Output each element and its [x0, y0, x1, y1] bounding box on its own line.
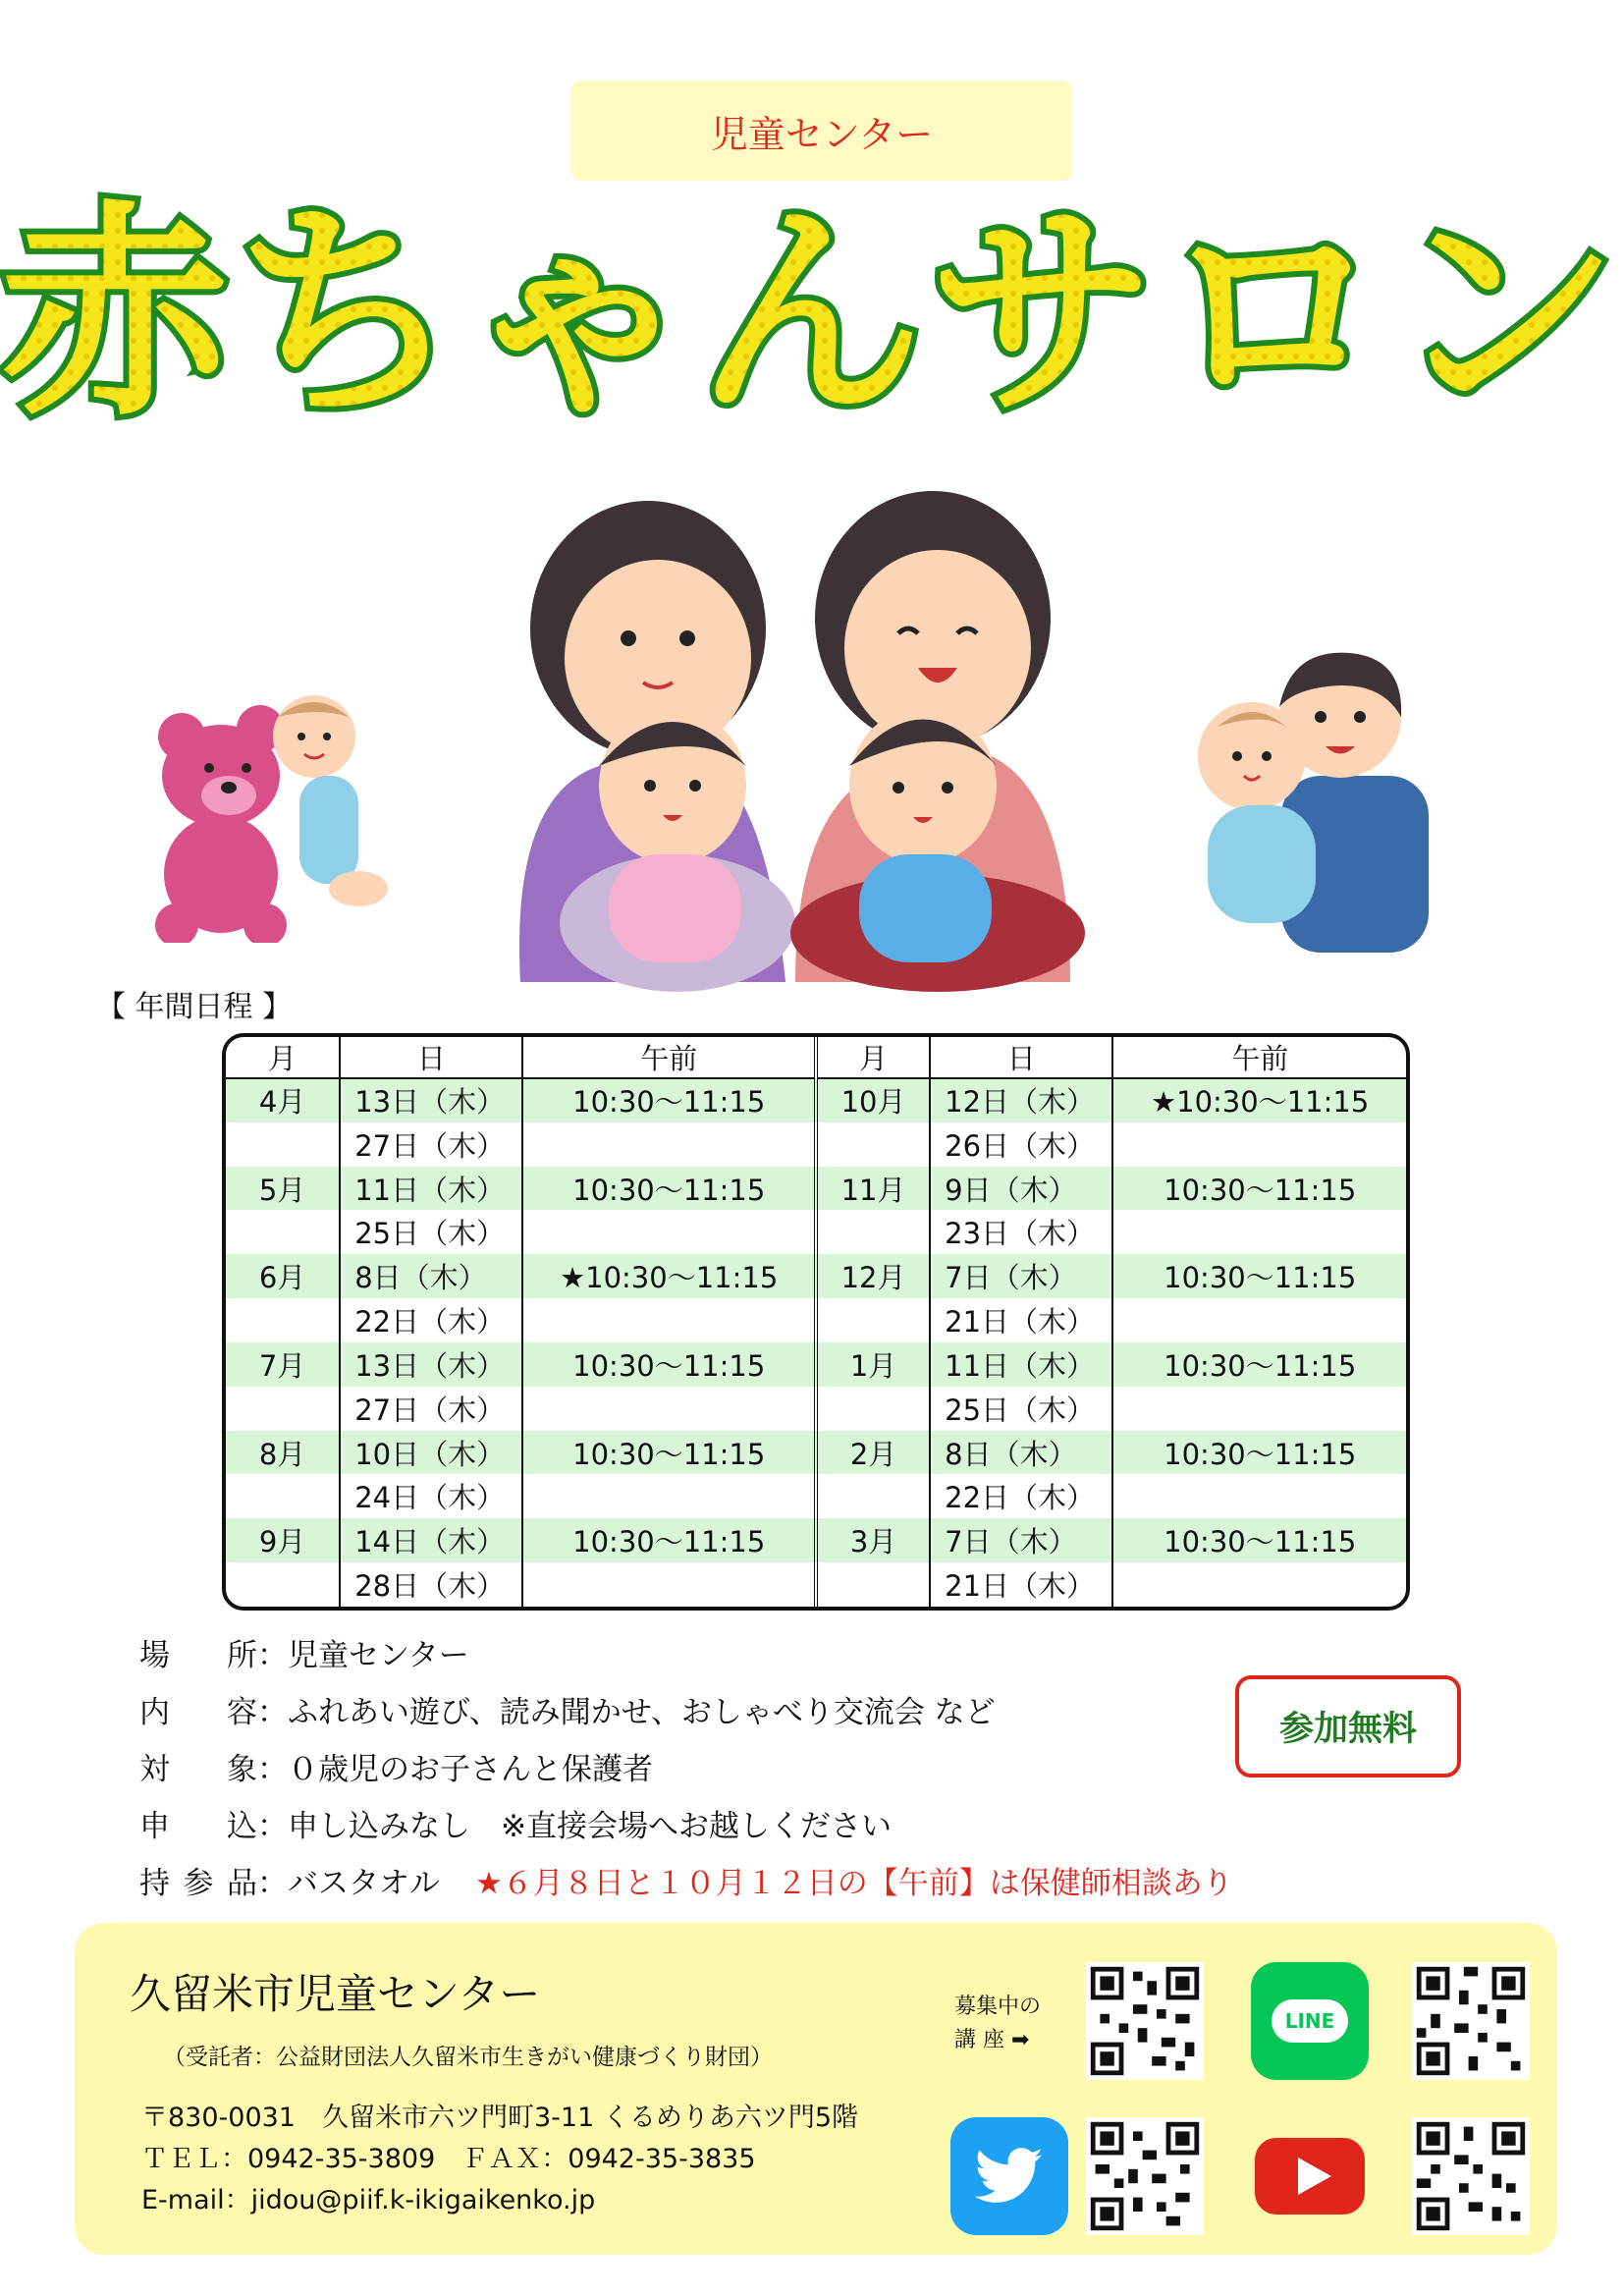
- day-cell: 7日（木）: [930, 1518, 1112, 1562]
- twitter-icon[interactable]: [950, 2117, 1068, 2235]
- table-row: [226, 1298, 1406, 1342]
- time-cell: [522, 1210, 815, 1254]
- day-cell: 25日（木）: [340, 1210, 522, 1254]
- day-cell: 11日（木）: [340, 1167, 522, 1211]
- schedule-table: [222, 1033, 1410, 1611]
- time-cell: 10:30〜11:15: [1112, 1254, 1406, 1298]
- time-cell: [1112, 1387, 1406, 1431]
- month-cell: [226, 1474, 340, 1518]
- day-cell: 22日（木）: [930, 1474, 1112, 1518]
- info-bring-value: ：バスタオル: [257, 1866, 440, 1901]
- time-cell: [1112, 1298, 1406, 1342]
- header-day-1: 日: [340, 1037, 522, 1078]
- day-cell: 26日（木）: [930, 1122, 1112, 1167]
- footer-contact: [75, 1923, 1557, 2255]
- month-cell: 5月: [226, 1167, 340, 1211]
- time-cell: 10:30〜11:15: [522, 1431, 815, 1475]
- month-cell: [226, 1122, 340, 1167]
- day-cell: 27日（木）: [340, 1122, 522, 1167]
- month-cell: [816, 1387, 930, 1431]
- day-cell: 12日（木）: [930, 1078, 1112, 1122]
- month-cell: 8月: [226, 1431, 340, 1475]
- mothers-and-babies-illustration: [501, 471, 1090, 1002]
- line-icon[interactable]: [1251, 1962, 1369, 2080]
- header-am-2: 午前: [1112, 1037, 1406, 1078]
- info-place-value: ：児童センター: [257, 1638, 469, 1673]
- time-cell: [1112, 1210, 1406, 1254]
- footer-phone-fax: ＴＥＬ：0942-35-3809 ＦＡＸ：0942-35-3835: [141, 2144, 756, 2174]
- month-cell: 6月: [226, 1254, 340, 1298]
- day-cell: 28日（木）: [340, 1562, 522, 1607]
- info-content: [139, 1687, 996, 1731]
- table-row: [226, 1210, 1406, 1254]
- month-cell: [816, 1298, 930, 1342]
- info-target: [139, 1744, 653, 1788]
- month-cell: 2月: [816, 1431, 930, 1475]
- time-cell: [1112, 1562, 1406, 1607]
- youtube-play-icon: [1251, 2132, 1369, 2220]
- time-cell: [522, 1122, 815, 1167]
- time-cell: 10:30〜11:15: [522, 1518, 815, 1562]
- time-cell: 10:30〜11:15: [1112, 1342, 1406, 1387]
- header-month-2: 月: [816, 1037, 930, 1078]
- month-cell: [816, 1122, 930, 1167]
- month-cell: [226, 1562, 340, 1607]
- page-title-text: 赤ちゃんサロン: [0, 191, 1624, 447]
- month-cell: 7月: [226, 1342, 340, 1387]
- day-cell: 11日（木）: [930, 1342, 1112, 1387]
- month-cell: 11月: [816, 1167, 930, 1211]
- time-cell: [1112, 1122, 1406, 1167]
- schedule-header-row: [226, 1037, 1406, 1078]
- time-cell: [522, 1387, 815, 1431]
- day-cell: 8日（木）: [340, 1254, 522, 1298]
- month-cell: 4月: [226, 1078, 340, 1122]
- table-row: [226, 1518, 1406, 1562]
- table-row: [226, 1254, 1406, 1298]
- time-cell: 10:30〜11:15: [1112, 1518, 1406, 1562]
- course-label-line2: 講 座 ➡: [954, 2028, 1030, 2052]
- month-cell: 1月: [816, 1342, 930, 1387]
- free-badge: 参加無料: [1235, 1675, 1461, 1777]
- info-application-key: 申 込: [139, 1809, 257, 1844]
- month-cell: [816, 1210, 930, 1254]
- time-cell: [522, 1298, 815, 1342]
- day-cell: 23日（木）: [930, 1210, 1112, 1254]
- time-cell: 10:30〜11:15: [1112, 1167, 1406, 1211]
- info-content-value: ：ふれあい遊び、読み聞かせ、おしゃべり交流会 など: [257, 1695, 996, 1730]
- table-row: [226, 1387, 1406, 1431]
- info-place-key: 場 所: [139, 1638, 257, 1673]
- line-qr-code[interactable]: [1412, 1962, 1530, 2080]
- day-cell: 8日（木）: [930, 1431, 1112, 1475]
- schedule-label: 【 年間日程 】: [96, 990, 293, 1024]
- month-cell: [226, 1210, 340, 1254]
- day-cell: 9日（木）: [930, 1167, 1112, 1211]
- twitter-qr-code[interactable]: [1086, 2117, 1204, 2235]
- table-row: [226, 1474, 1406, 1518]
- time-cell: [522, 1474, 815, 1518]
- info-target-key: 対 象: [139, 1752, 257, 1787]
- time-cell: ★10:30〜11:15: [522, 1254, 815, 1298]
- table-row: [226, 1167, 1406, 1211]
- info-content-key: 内 容: [139, 1695, 257, 1730]
- month-cell: [816, 1474, 930, 1518]
- month-cell: 10月: [816, 1078, 930, 1122]
- youtube-icon[interactable]: [1251, 2117, 1369, 2235]
- course-label-line1: 募集中の: [954, 1995, 1042, 2019]
- footer-address: 〒830-0031 久留米市六ツ門町3-11 くるめりあ六ツ門5階: [141, 2103, 859, 2133]
- day-cell: 7日（木）: [930, 1254, 1112, 1298]
- month-cell: 3月: [816, 1518, 930, 1562]
- page-title: [0, 191, 1624, 457]
- day-cell: 24日（木）: [340, 1474, 522, 1518]
- footer-center-name: 久留米市児童センター: [130, 1970, 541, 2018]
- info-application-value: ：申し込みなし ※直接会場へお越しください: [257, 1809, 892, 1844]
- day-cell: 14日（木）: [340, 1518, 522, 1562]
- table-row: [226, 1122, 1406, 1167]
- info-bring-key: 持参品: [139, 1866, 257, 1901]
- time-cell: ★10:30〜11:15: [1112, 1078, 1406, 1122]
- day-cell: 13日（木）: [340, 1342, 522, 1387]
- health-consult-note: ★６月８日と１０月１２日の【午前】は保健師相談あり: [475, 1866, 1233, 1901]
- header-day-2: 日: [930, 1037, 1112, 1078]
- day-cell: 27日（木）: [340, 1387, 522, 1431]
- month-cell: [226, 1298, 340, 1342]
- time-cell: [522, 1562, 815, 1607]
- day-cell: 21日（木）: [930, 1298, 1112, 1342]
- month-cell: [226, 1387, 340, 1431]
- time-cell: 10:30〜11:15: [522, 1342, 815, 1387]
- youtube-qr-code[interactable]: [1412, 2117, 1530, 2235]
- teddy-and-baby-illustration: [152, 678, 398, 943]
- info-target-value: ：０歳児のお子さんと保護者: [257, 1752, 653, 1787]
- time-cell: 10:30〜11:15: [522, 1078, 815, 1122]
- header-month-1: 月: [226, 1037, 340, 1078]
- month-cell: [816, 1562, 930, 1607]
- info-place: [139, 1630, 469, 1674]
- table-row: [226, 1562, 1406, 1607]
- twitter-bird-icon: [975, 2147, 1044, 2206]
- footer-email: E-mail：jidou@piif.k-ikigaikenko.jp: [141, 2185, 596, 2215]
- time-cell: 10:30〜11:15: [1112, 1431, 1406, 1475]
- info-bring: [139, 1858, 440, 1902]
- table-row: [226, 1342, 1406, 1387]
- month-cell: 9月: [226, 1518, 340, 1562]
- time-cell: [1112, 1474, 1406, 1518]
- line-icon-label: LINE: [1272, 1999, 1349, 2043]
- footer-operator: （受託者：公益財団法人久留米市生きがい健康づくり財団）: [163, 2045, 773, 2070]
- day-cell: 22日（木）: [340, 1298, 522, 1342]
- day-cell: 10日（木）: [340, 1431, 522, 1475]
- day-cell: 21日（木）: [930, 1562, 1112, 1607]
- center-label: 児童センター: [571, 81, 1072, 181]
- course-qr-code[interactable]: [1086, 1962, 1204, 2080]
- time-cell: 10:30〜11:15: [522, 1167, 815, 1211]
- header-am-1: 午前: [522, 1037, 815, 1078]
- month-cell: 12月: [816, 1254, 930, 1298]
- table-row: [226, 1078, 1406, 1122]
- table-row: [226, 1431, 1406, 1475]
- info-application: [139, 1801, 892, 1845]
- father-and-baby-illustration: [1183, 619, 1438, 953]
- day-cell: 13日（木）: [340, 1078, 522, 1122]
- day-cell: 25日（木）: [930, 1387, 1112, 1431]
